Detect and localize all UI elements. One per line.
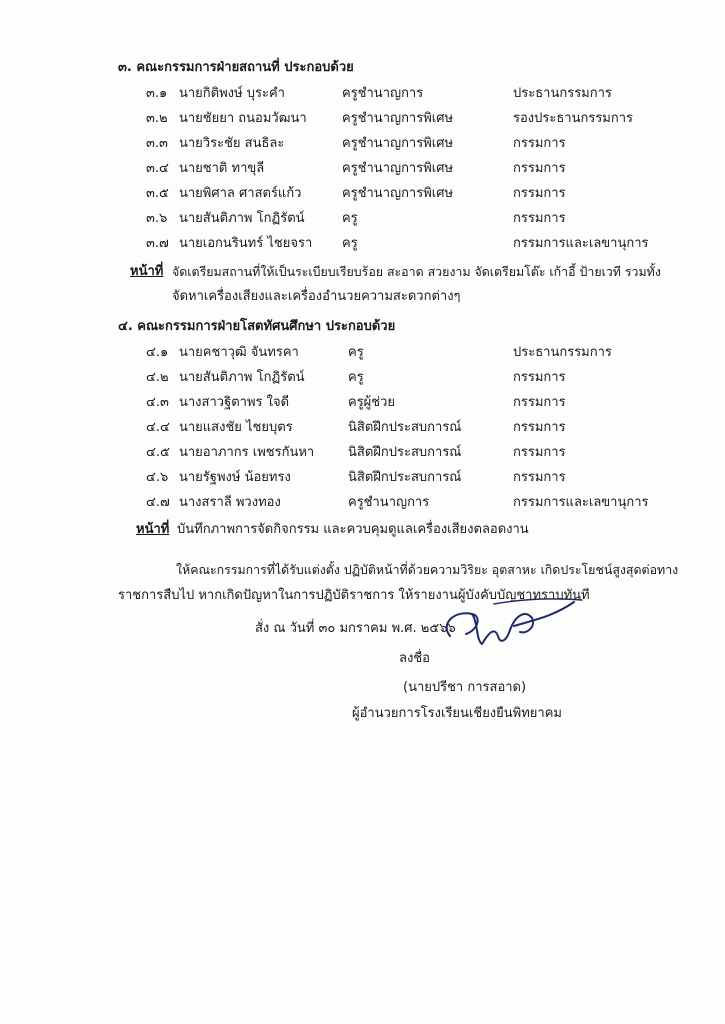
member-role: กรรมการและเลขานุการ [513, 495, 649, 510]
member-position: ครูผู้ช่วย [348, 395, 396, 410]
member-name: นายเอกนรินทร์ ไชยจรา [179, 236, 313, 251]
section4-duty-label: หน้าที่ [136, 522, 170, 537]
section4-heading: ๔. คณะกรรมการฝ่ายโสตทัศนศึกษา ประกอบด้วย [118, 319, 396, 334]
member-role: กรรมการ [513, 136, 566, 151]
member-role: กรรมการ [513, 395, 566, 410]
member-position: นิสิตฝึกประสบการณ์ [348, 470, 462, 485]
member-number: ๓.๗ [146, 236, 169, 251]
member-role: รองประธานกรรมการ [513, 111, 634, 126]
section3-duty-text: จัดเตรียมสถานที่ให้เป็นระเบียบเรียบร้อย สะอาด สวยงาม จัดเตรียมโต๊ะ เก้าอี้ ป้ายเวที รวมทั้ง [172, 264, 661, 279]
member-number: ๔.๔ [146, 420, 170, 435]
member-name: นายกิติพงษ์ บุระคำ [179, 86, 285, 101]
member-position: ครูชำนาญการ [348, 495, 430, 510]
member-position: นิสิตฝึกประสบการณ์ [348, 445, 462, 460]
member-number: ๔.๓ [146, 395, 169, 410]
member-name: นางสาวฐิตาพร ใจดี [179, 395, 290, 410]
member-number: ๓.๑ [146, 86, 168, 101]
member-number: ๔.๕ [146, 445, 170, 460]
member-role: ประธานกรรมการ [513, 345, 612, 360]
section3-duty-label: หน้าที่ [130, 264, 164, 279]
member-role: กรรมการ [513, 370, 566, 385]
member-role: กรรมการ [513, 470, 566, 485]
member-position: นิสิตฝึกประสบการณ์ [348, 420, 462, 435]
member-number: ๔.๖ [146, 470, 169, 485]
member-name: นายวิระชัย สนธิละ [179, 136, 285, 151]
member-position: ครู [348, 345, 364, 360]
member-number: ๓.๒ [146, 111, 168, 126]
member-name: นายอาภากร เพชรกันหา [179, 445, 315, 460]
member-name: นายสันติภาพ โกฏิรัตน์ [179, 370, 305, 385]
member-name: นายสันติภาพ โกฏิรัตน์ [179, 211, 305, 226]
member-name: นายรัฐพงษ์ น้อยทรง [179, 470, 291, 485]
order-date: สั่ง ณ วันที่ ๓๐ มกราคม พ.ศ. ๒๕๖๖ [255, 621, 456, 636]
member-number: ๓.๔ [146, 161, 169, 176]
member-name: นายพิศาล ศาสตร์แก้ว [179, 186, 302, 201]
member-name: นายชาติ ทาขุลี [179, 161, 265, 176]
signer-title: ผู้อำนวยการโรงเรียนเชียงยืนพิทยาคม [352, 706, 562, 721]
member-role: กรรมการ [513, 186, 566, 201]
member-number: ๔.๑ [146, 345, 169, 360]
member-role: กรรมการ [513, 445, 566, 460]
member-number: ๓.๕ [146, 186, 169, 201]
member-role: กรรมการ [513, 420, 566, 435]
member-position: ครู [342, 236, 358, 251]
member-position: ครูชำนาญการพิเศษ [342, 111, 454, 126]
closing-paragraph-line2: ราชการสืบไป หากเกิดปัญหาในการปฏิบัติราชการ ให้รายงานผู้บังคับบัญชาทราบทันที [118, 588, 590, 603]
member-number: ๓.๓ [146, 136, 168, 151]
handwritten-signature [436, 596, 586, 658]
member-role: กรรมการ [513, 161, 566, 176]
member-position: ครูชำนาญการพิเศษ [342, 136, 454, 151]
signer-name: (นายปรีชา การสอาด) [403, 680, 527, 695]
member-role: ประธานกรรมการ [513, 86, 612, 101]
member-name: นางสราลี พวงทอง [179, 495, 281, 510]
member-name: นายชัยยา ถนอมวัฒนา [179, 111, 307, 126]
closing-paragraph-line1: ให้คณะกรรมการที่ได้รับแต่งตั้ง ปฏิบัติหน้าที่ด้วยความวิริยะ อุตสาหะ เกิดประโยชน์สูงสุดต่อทาง [176, 562, 679, 577]
member-number: ๔.๗ [146, 495, 170, 510]
member-role: กรรมการและเลขานุการ [513, 236, 649, 251]
member-name: นายคชาวุฒิ จันทรคา [179, 345, 299, 360]
member-number: ๔.๒ [146, 370, 169, 385]
member-role: กรรมการ [513, 211, 566, 226]
member-position: ครูชำนาญการพิเศษ [342, 186, 454, 201]
member-position: ครูชำนาญการพิเศษ [342, 161, 454, 176]
section3-heading: ๓. คณะกรรมการฝ่ายสถานที่ ประกอบด้วย [118, 60, 354, 75]
member-number: ๓.๖ [146, 211, 168, 226]
section3-duty-text-cont: จัดหาเครื่องเสียงและเครื่องอำนวยความสะดวกต่างๆ [172, 289, 461, 304]
member-position: ครู [342, 211, 358, 226]
member-position: ครูชำนาญการ [342, 86, 424, 101]
member-position: ครู [348, 370, 364, 385]
signature-label: ลงชื่อ [399, 651, 430, 666]
section4-duty-text: บันทึกภาพการจัดกิจกรรม และควบคุมดูแลเครื่องเสียงตลอดงาน [177, 522, 529, 537]
member-name: นายแสงชัย ไชยบุตร [179, 420, 293, 435]
